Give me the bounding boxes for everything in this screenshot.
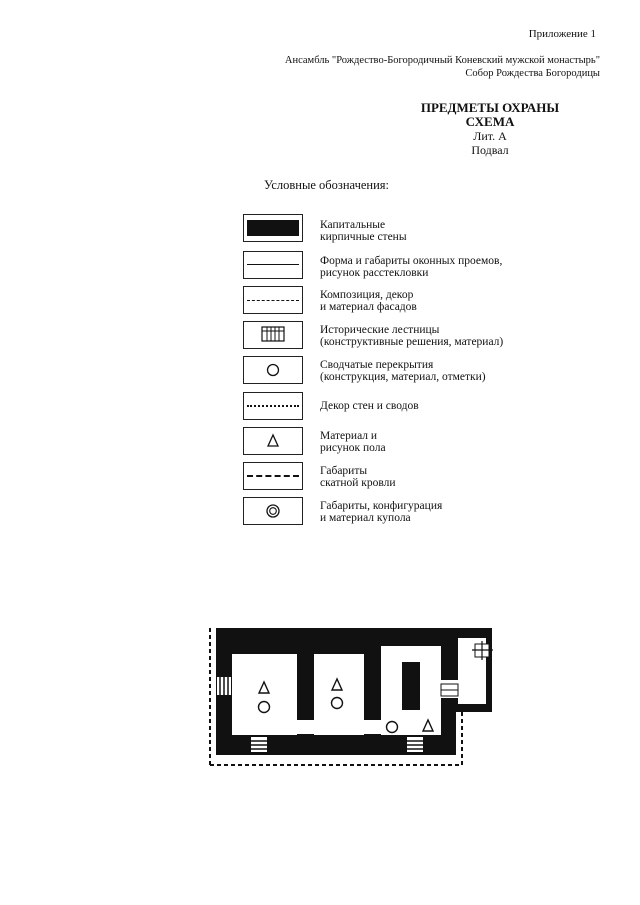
circle-icon xyxy=(332,698,343,709)
legend-text-line: (конструктивные решения, материал) xyxy=(320,336,504,348)
legend-text-line: Габариты xyxy=(320,465,368,477)
appendix-label: Приложение 1 xyxy=(528,28,596,40)
triangle-icon xyxy=(259,682,269,693)
ensemble-line-2: Собор Рождества Богородицы xyxy=(465,68,600,79)
stair-icon xyxy=(441,684,458,696)
title-line-4: Подвал xyxy=(471,143,509,157)
legend-text-line: Габариты, конфигурация xyxy=(320,500,443,512)
pier xyxy=(402,662,420,710)
legend-text-line: Декор стен и сводов xyxy=(320,400,419,412)
title-line-2: СХЕМА xyxy=(465,114,515,129)
legend-text-line: скатной кровли xyxy=(320,477,396,489)
legend-text-line: кирпичные стены xyxy=(320,231,407,243)
legend-text-line: Капитальные xyxy=(320,219,386,231)
legend-text-line: рисунок пола xyxy=(320,442,386,454)
stair-icon xyxy=(407,737,423,752)
legend-text-line: Сводчатые перекрытия xyxy=(320,359,434,371)
legend-text-line: Материал и xyxy=(320,430,378,442)
legend-text-line: Исторические лестницы xyxy=(320,324,440,336)
legend-text-line: рисунок расстекловки xyxy=(320,267,429,279)
triangle-icon xyxy=(423,720,433,731)
passage-opening xyxy=(364,720,381,734)
legend-text-line: (конструкция, материал, отметки) xyxy=(320,371,486,383)
ensemble-line-1: Ансамбль "Рождество-Богородичный Коневский мужской монастырь" xyxy=(284,55,600,66)
legend-heading: Условные обозначения: xyxy=(264,178,390,192)
legend-text-line: Композиция, декор xyxy=(320,289,414,301)
legend-text-line: и материал фасадов xyxy=(320,301,417,313)
circle-icon xyxy=(259,702,270,713)
title-line-1: ПРЕДМЕТЫ ОХРАНЫ xyxy=(420,100,560,115)
legend-text-line: и материал купола xyxy=(320,512,411,524)
stair-icon xyxy=(251,737,267,752)
title-line-3: Лит. А xyxy=(473,129,507,143)
circle-icon xyxy=(387,722,398,733)
passage-opening xyxy=(297,720,314,734)
legend-text-line: Форма и габариты оконных проемов, xyxy=(320,255,503,267)
triangle-icon xyxy=(332,679,342,690)
